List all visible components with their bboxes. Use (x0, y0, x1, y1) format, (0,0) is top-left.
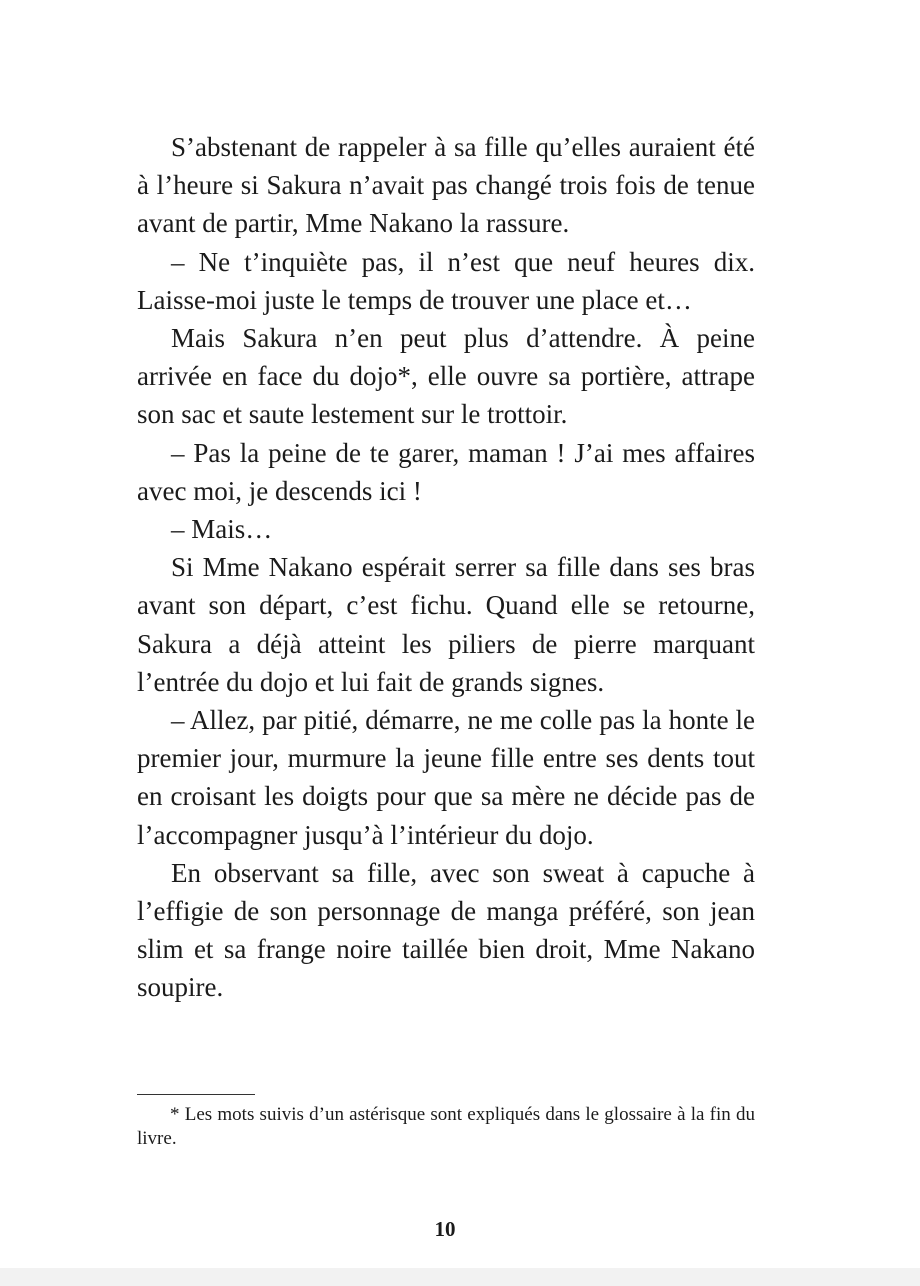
paragraph: Si Mme Nakano espérait serrer sa fille dans ses bras avant son départ, c’est fichu. Quand elle se retourne, Sakura a déjà atteint les piliers de pierre marquant l’entrée du dojo et lui fait de grands signes. (137, 552, 755, 697)
paragraph: – Pas la peine de te garer, maman ! J’ai mes affaires avec moi, je descends ici ! (137, 437, 755, 506)
page-bottom-edge (0, 1268, 920, 1286)
paragraph: – Mais… (171, 514, 273, 545)
paragraph: – Allez, par pitié, démarre, ne me colle pas la honte le premier jour, murmure la jeune fille entre ses dents tout en croisant les doigts pour que sa mère ne décide pas de l’accompagner jusqu’à l’intérieur du dojo. (137, 705, 755, 850)
paragraph: – Ne t’inquiète pas, il n’est que neuf heures dix. Laisse-moi juste le temps de trouver une place et… (137, 246, 755, 315)
paragraph: S’abstenant de rappeler à sa fille qu’elles auraient été à l’heure si Sakura n’avait pas changé trois fois de tenue avant de partir, Mme Nakano la rassure. (137, 132, 755, 239)
paragraph: Mais Sakura n’en peut plus d’attendre. À peine arrivée en face du dojo*, elle ouvre sa portière, attrape son sac et saute lestement sur le trottoir. (137, 323, 755, 430)
paragraph: En observant sa fille, avec son sweat à capuche à l’effigie de son personnage de manga préféré, son jean slim et sa frange noire taillée bien droit, Mme Nakano soupire. (137, 857, 755, 1003)
page-number: 10 (434, 1217, 456, 1241)
body-text (137, 128, 755, 1007)
footnote: * Les mots suivis d’un astérisque sont expliqués dans le glossaire à la fin du livre. (137, 1104, 755, 1149)
footnote-divider (137, 1094, 255, 1095)
